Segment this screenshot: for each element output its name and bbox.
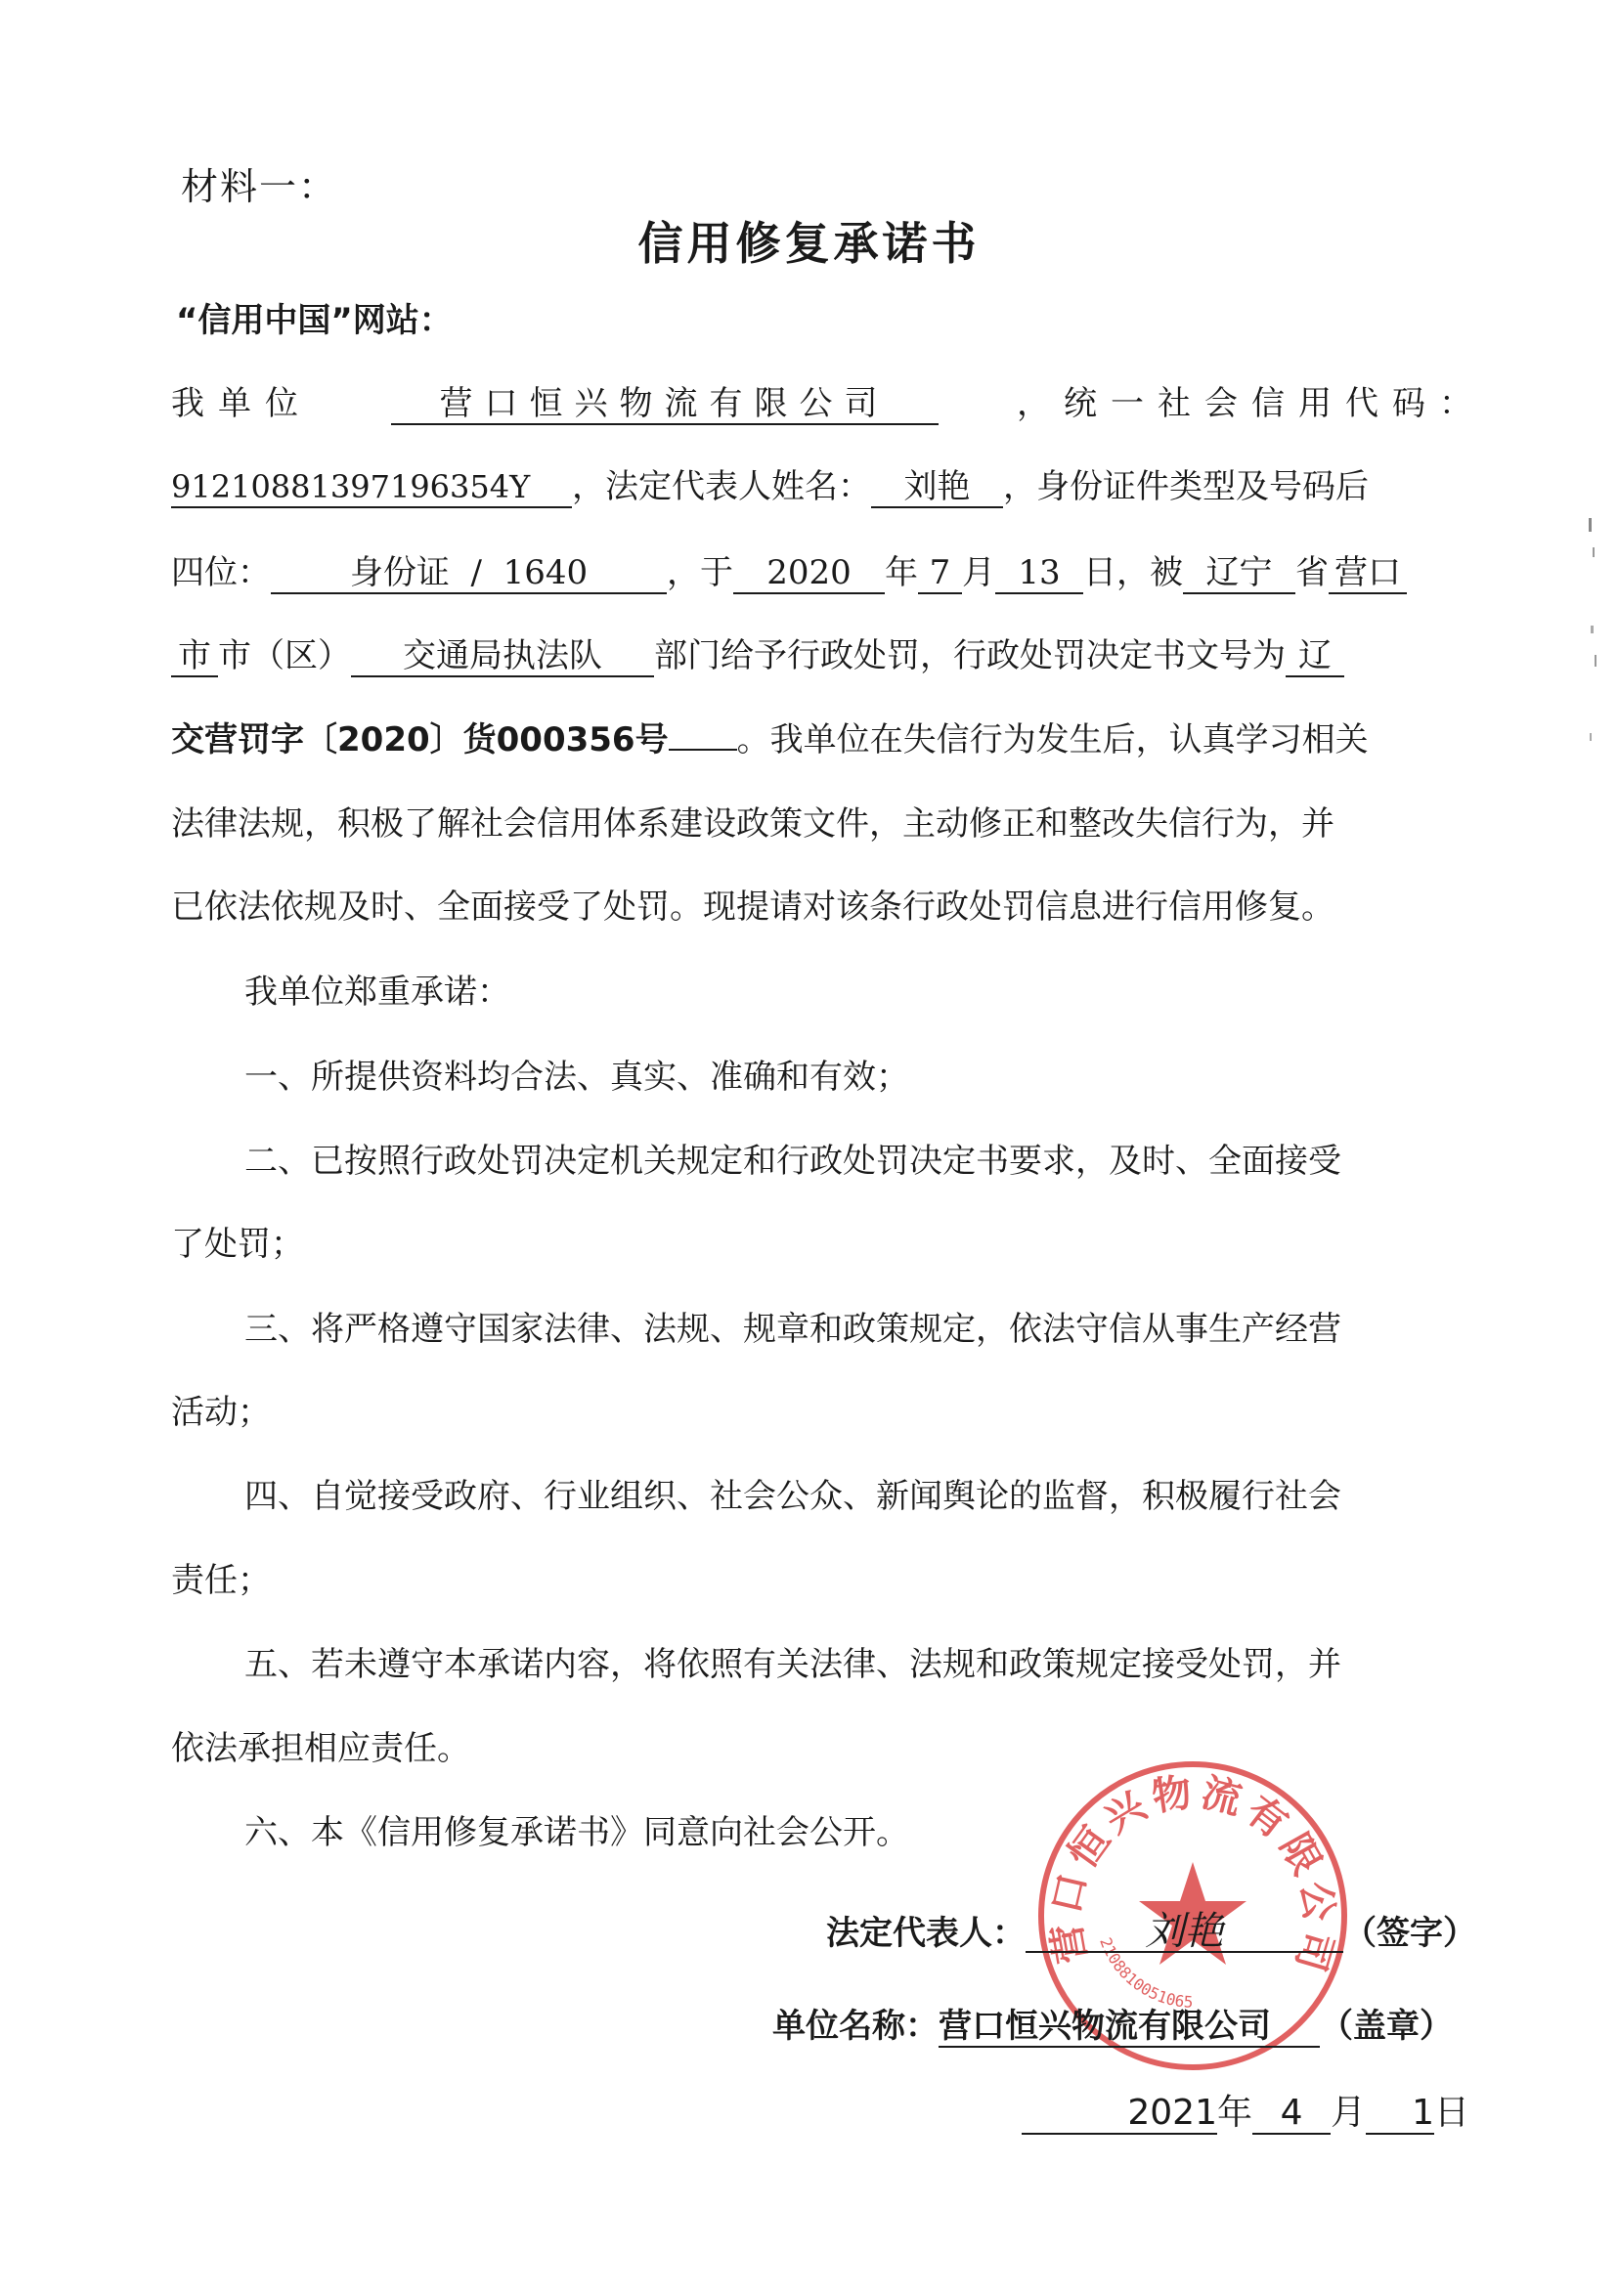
dept-penalty-text: 部门给予行政处罚，行政处罚决定书文号为: [654, 636, 1286, 675]
para1-line2: [171, 467, 1486, 508]
rep-name-label: ，法定代表人姓名：: [572, 467, 871, 506]
sign-suffix: （签字）: [1343, 1914, 1476, 1953]
seal-code: 2108810051065: [1096, 1934, 1194, 2012]
para1-prefix: 我单位: [171, 384, 312, 423]
seal-text: 营口恒兴物流有限公司: [1043, 1769, 1342, 1982]
para1-line6: 法律法规，积极了解社会信用体系建设政策文件，主动修正和整改失信行为，并: [171, 804, 1334, 844]
scan-noise: [1569, 508, 1608, 762]
promise-3-line1: 三、将严格遵守国家法律、法规、规章和政策规定，依法守信从事生产经营: [244, 1310, 1341, 1349]
unit-name-label: 单位名称：: [772, 2007, 939, 2046]
city-field-part2: 市: [171, 636, 218, 677]
penalty-month-field: 7: [918, 553, 962, 594]
para1-line4: [171, 636, 1486, 677]
unit-name-value: 营口恒兴物流有限公司: [939, 2007, 1320, 2048]
promise-2-line2: 了处罚；: [171, 1225, 304, 1264]
legal-rep-label: 法定代表人：: [826, 1914, 1026, 1953]
legal-rep-signature-row: [826, 1906, 1476, 1954]
promise-4-line2: 责任；: [171, 1561, 271, 1600]
yue-text: 月: [962, 553, 995, 592]
doc-number-field-part1: 辽: [1286, 636, 1344, 677]
para1-line5-text: 。我单位在失信行为发生后，认真学习相关: [736, 720, 1369, 759]
penalty-year-field: 2020: [733, 553, 885, 594]
para1-line3: [171, 553, 1486, 594]
shiqu-text: 市（区）: [218, 636, 351, 675]
salutation: “信用中国”网站：: [176, 301, 453, 340]
rep-name-field: 刘艳: [871, 467, 1003, 508]
id-type-label: ，身份证件类型及号码后: [1003, 467, 1369, 506]
penalty-day-field: 13: [995, 553, 1083, 594]
bei-text: 日，被: [1083, 553, 1183, 592]
seal-suffix: （盖章）: [1320, 2007, 1453, 2046]
credit-code-field: 91210881397196354Y: [171, 467, 572, 508]
province-field: 辽宁: [1183, 553, 1295, 594]
promise-5-line2: 依法承担相应责任。: [171, 1729, 470, 1768]
para1-line1: [171, 384, 1486, 425]
department-field: 交通局执法队: [351, 636, 654, 677]
legal-rep-signature: 刘艳: [1026, 1912, 1343, 1953]
para1-line5: [171, 720, 1486, 759]
sign-date-ri: 日: [1434, 2093, 1470, 2133]
unit-name-row: [772, 1999, 1453, 2048]
promise-2-line1: 二、已按照行政处罚决定机关规定和行政处罚决定书要求，及时、全面接受: [244, 1142, 1341, 1181]
promise-intro: 我单位郑重承诺：: [244, 973, 510, 1012]
para1-line7: 已依法依规及时、全面接受了处罚。现提请对该条行政处罚信息进行信用修复。: [171, 888, 1334, 927]
yu-text: ，于: [667, 553, 733, 592]
sign-date-nian: 年: [1217, 2093, 1253, 2133]
city-field-part1: 营口: [1329, 553, 1407, 594]
sign-date-day: 1: [1366, 2094, 1434, 2135]
promise-6: 六、本《信用修复承诺书》同意向社会公开。: [244, 1813, 909, 1852]
para1-credit-label: ，统一社会信用代码：: [1017, 384, 1486, 423]
promise-3-line2: 活动；: [171, 1393, 271, 1432]
doc-number-field-part2: 交营罚字〔2020〕货000356号: [171, 720, 669, 759]
sign-date-yue: 月: [1331, 2093, 1367, 2133]
sign-date-year: 2021: [1022, 2094, 1217, 2135]
nian-text: 年: [885, 553, 918, 592]
sign-date-row: [1022, 2085, 1469, 2135]
material-label: 材料一：: [181, 165, 338, 208]
promise-1: 一、所提供资料均合法、真实、准确和有效；: [244, 1058, 909, 1097]
id-last4-label: 四位：: [171, 553, 271, 592]
promise-5-line1: 五、若未遵守本承诺内容，将依照有关法律、法规和政策规定接受处罚，并: [244, 1645, 1341, 1684]
doc-number-blank: [669, 749, 737, 751]
page-title: 信用修复承诺书: [637, 217, 981, 270]
company-name-field: 营口恒兴物流有限公司: [391, 384, 939, 425]
promise-4-line1: 四、自觉接受政府、行业组织、社会公众、新闻舆论的监督，积极履行社会: [244, 1477, 1341, 1516]
id-info-field: 身份证 / 1640: [271, 553, 667, 594]
sheng-text: 省: [1295, 553, 1329, 592]
sign-date-month: 4: [1252, 2094, 1331, 2135]
